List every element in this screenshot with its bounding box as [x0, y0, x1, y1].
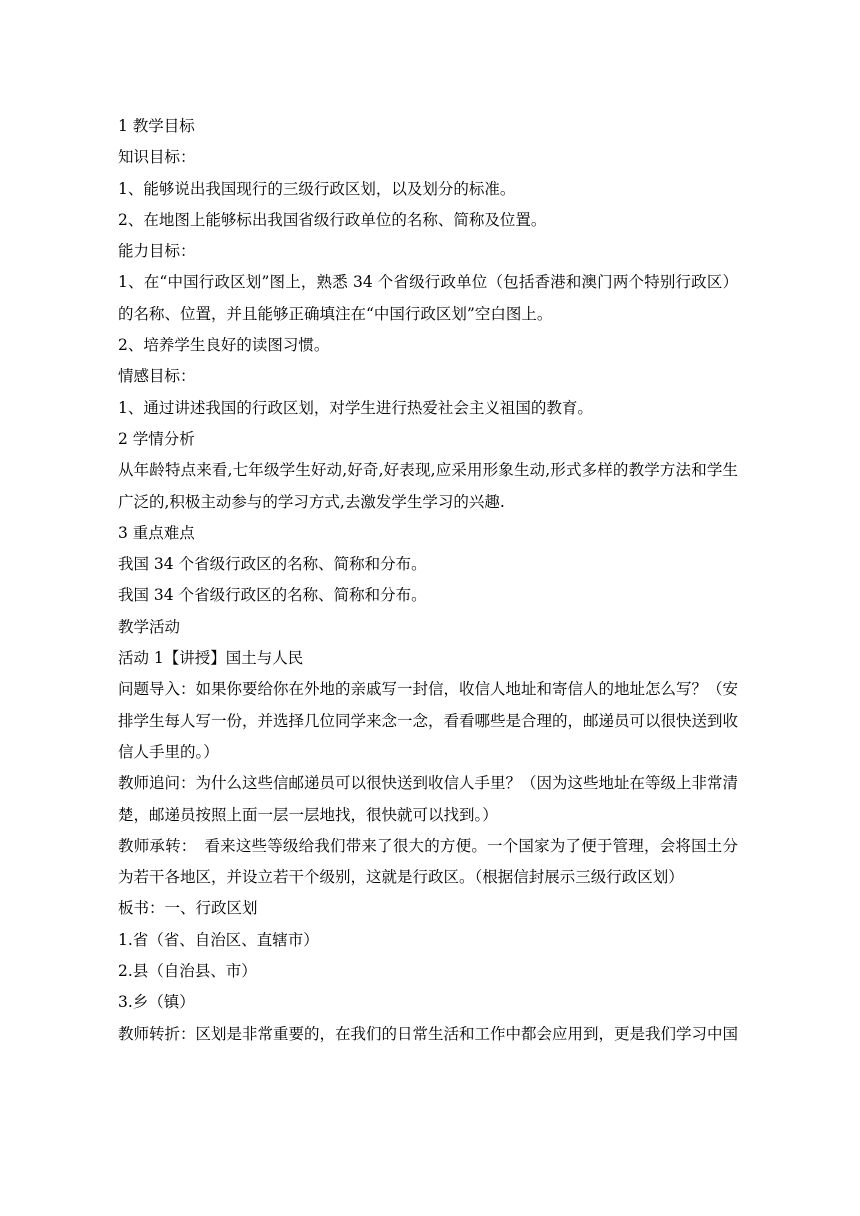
knowledge-goals-label: 知识目标：	[118, 148, 196, 167]
blackboard-item-county: 2.县（自治县、市）	[118, 962, 257, 981]
question-intro-paragraph: 问题导入：如果你要给你在外地的亲戚写一封信，收信人地址和寄信人的地址怎么写？（安排学生每人写一份，并选择几位同学来念一念，看看哪些是合理的，邮递员可以很快送到收信人手里的。）	[118, 680, 739, 761]
difficult-point-text: 我国 34 个省级行政区的名称、简称和分布。	[118, 586, 427, 605]
ability-goal-1: 1、在“中国行政区划”图上，熟悉 34 个省级行政单位（包括香港和澳门两个特别行政区）的名称、位置，并且能够正确填注在“中国行政区划”空白图上。	[118, 273, 738, 323]
blackboard-item-province: 1.省（省、自治区、直辖市）	[118, 930, 319, 949]
ability-goals-label: 能力目标：	[118, 242, 196, 261]
blackboard-item-township: 3.乡（镇）	[118, 993, 195, 1012]
activity-1-title: 活动 1【讲授】国土与人民	[118, 649, 304, 668]
blackboard-heading: 板书：一、行政区划	[118, 899, 258, 918]
section-heading-student-analysis: 2 学情分析	[118, 429, 195, 448]
key-point-text: 我国 34 个省级行政区的名称、简称和分布。	[118, 555, 427, 574]
emotion-goals-label: 情感目标：	[118, 367, 196, 386]
ability-goal-2: 2、培养学生良好的读图习惯。	[118, 336, 330, 355]
teacher-follow-up-paragraph: 教师追问：为什么这些信邮递员可以很快送到收信人手里？（因为这些地址在等级上非常清楚，邮递员按照上面一层一层地找，很快就可以找到。）	[118, 774, 739, 824]
knowledge-goal-2: 2、在地图上能够标出我国省级行政单位的名称、简称及位置。	[118, 210, 547, 229]
student-analysis-text: 从年龄特点来看,七年级学生好动,好奇,好表现,应采用形象生动,形式多样的教学方法和学生广泛的,积极主动参与的学习方式,去激发学生学习的兴趣.	[118, 461, 738, 511]
document-body	[118, 111, 738, 1050]
knowledge-goal-1: 1、能够说出我国现行的三级行政区划，以及划分的标准。	[118, 179, 516, 198]
teacher-turn-paragraph: 教师转折：区划是非常重要的，在我们的日常生活和工作中都会应用到，更是我们学习中国	[118, 1024, 739, 1043]
emotion-goal-1: 1、通过讲述我国的行政区划，对学生进行热爱社会主义祖国的教育。	[118, 398, 593, 417]
section-heading-key-points: 3 重点难点	[118, 523, 195, 542]
teacher-transition-paragraph: 教师承转： 看来这些等级给我们带来了很大的方便。一个国家为了便于管理，会将国土分为若干各地区，并设立若干个级别，这就是行政区。（根据信封展示三级行政区划）	[118, 836, 738, 887]
section-heading-teaching-activities: 教学活动	[118, 617, 181, 636]
section-heading-teaching-goals: 1 教学目标	[118, 117, 195, 135]
